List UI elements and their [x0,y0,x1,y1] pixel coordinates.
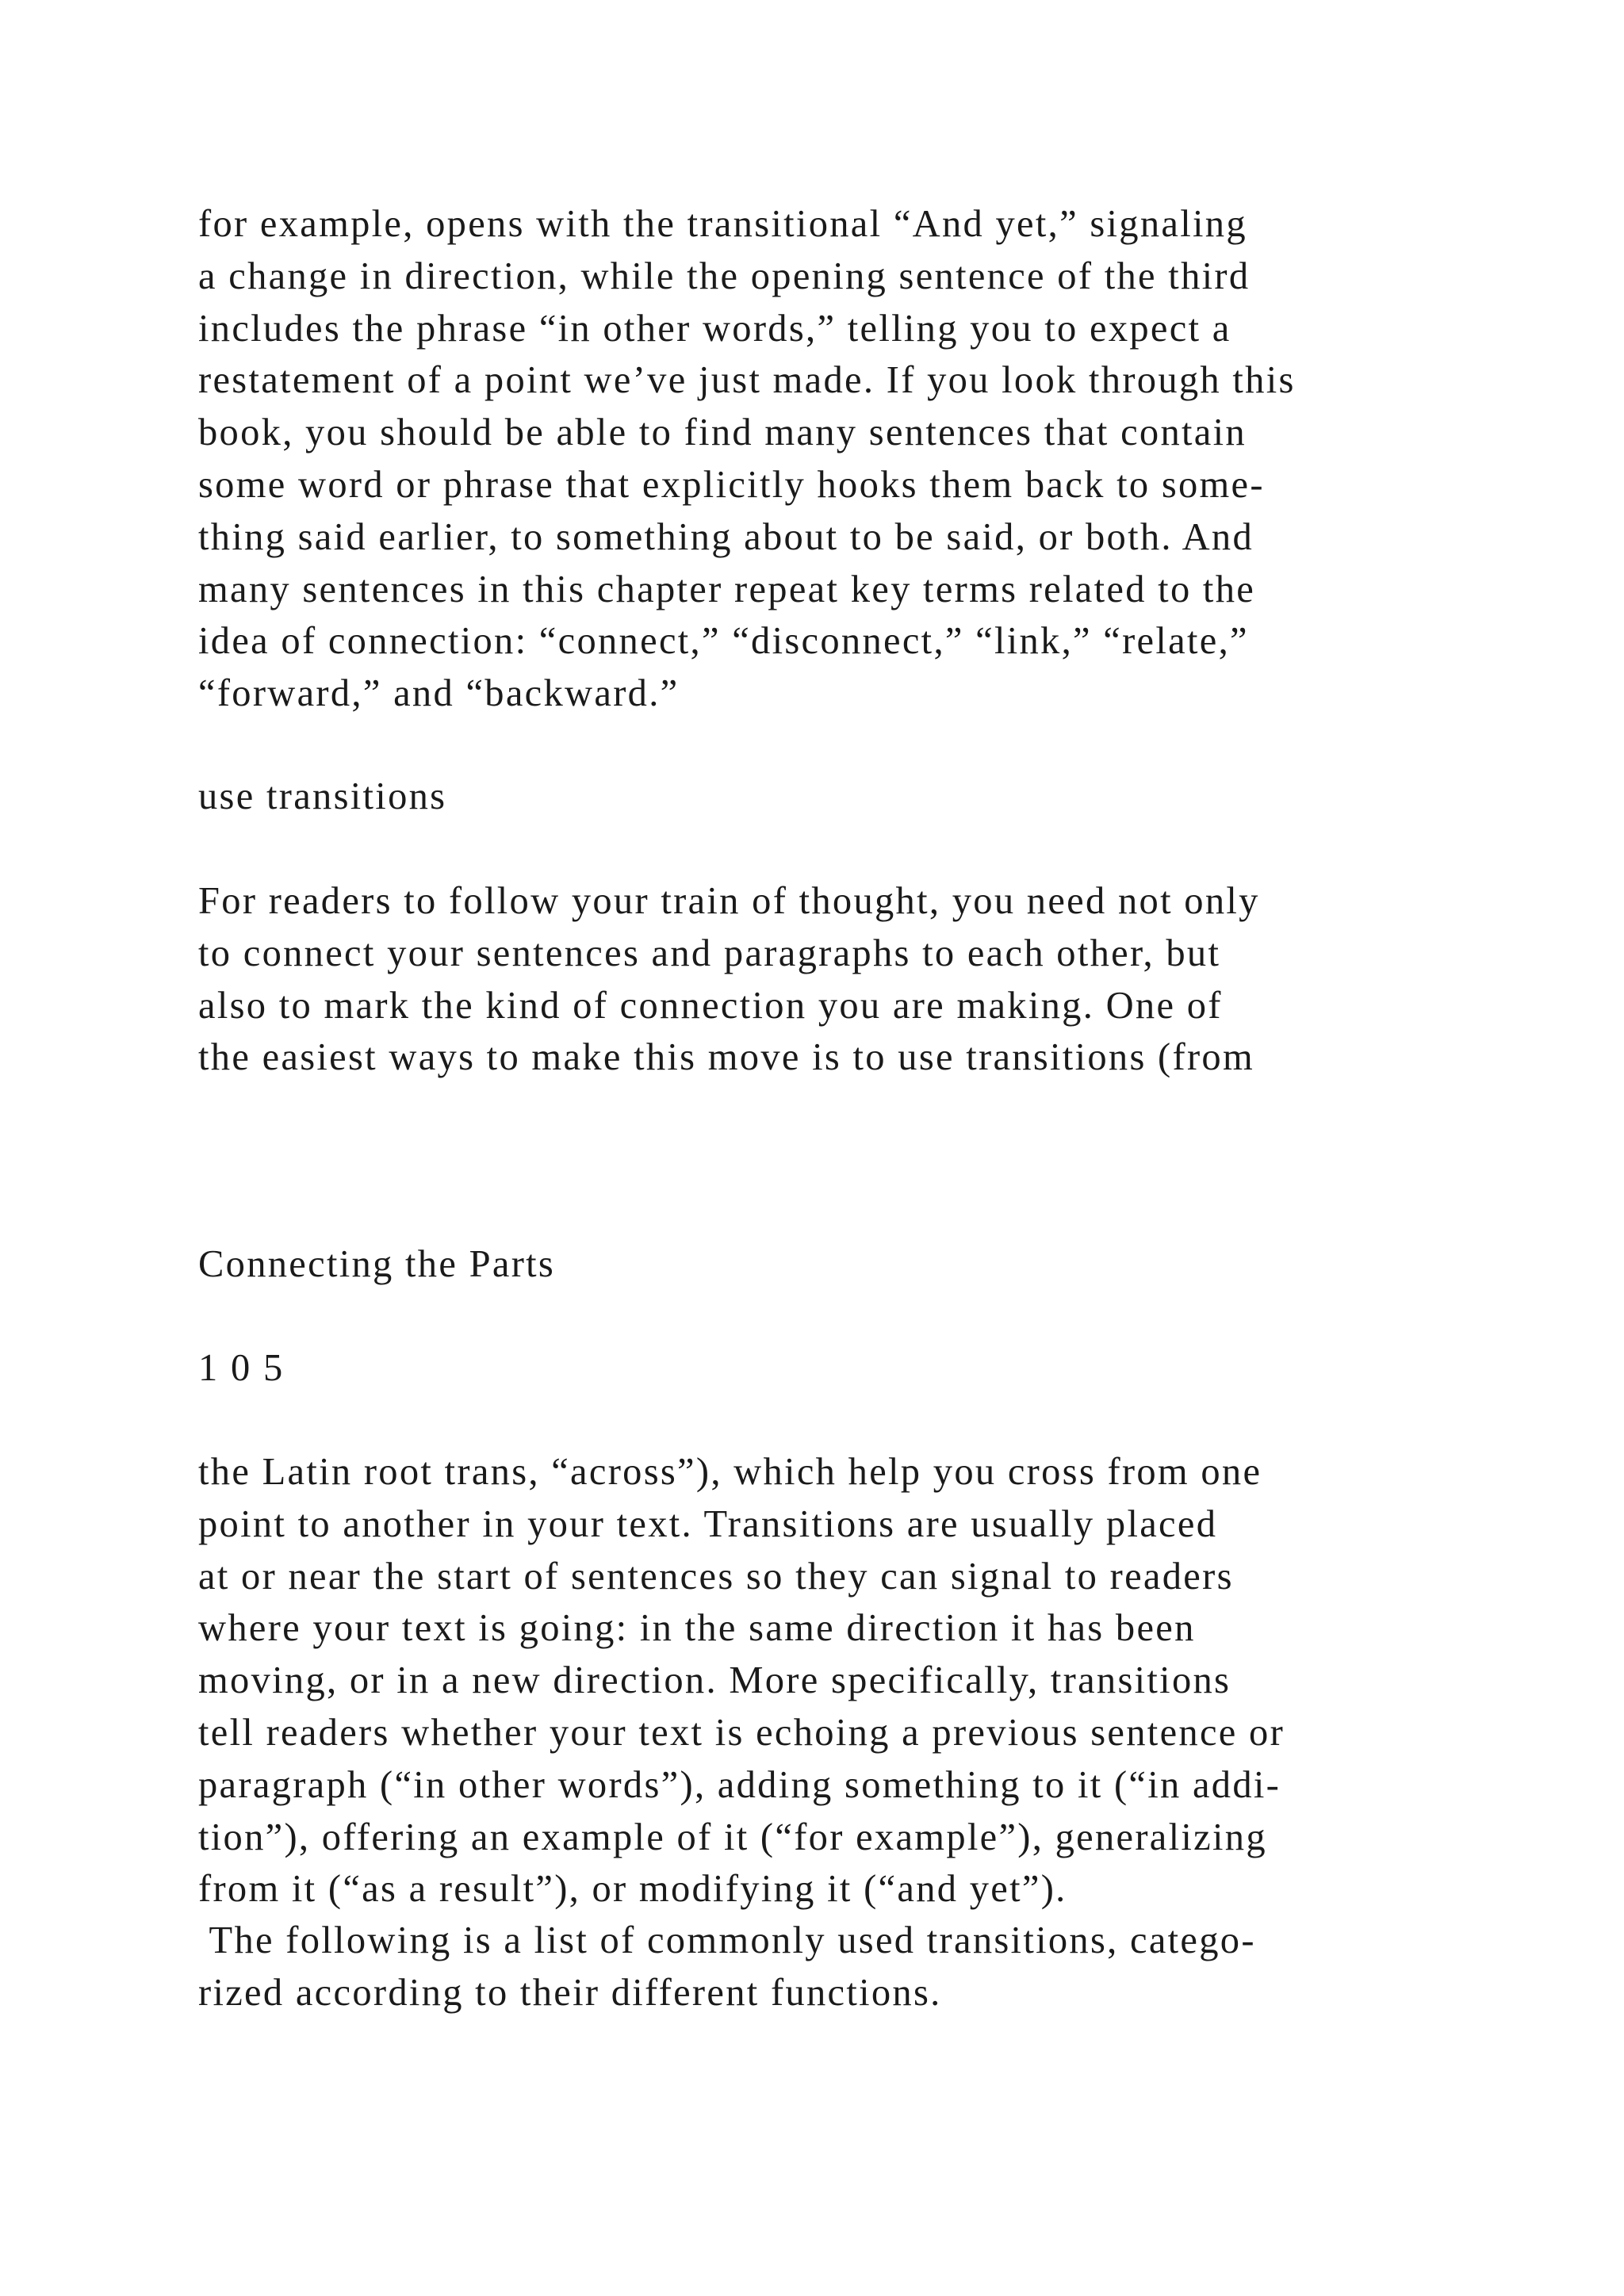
page-number-text: 1 0 5 [198,1347,285,1389]
paragraph-train-of-thought [198,875,1594,1084]
text-line: some word or phrase that explicitly hooks them back to some- [198,463,1265,506]
running-title-text: Connecting the Parts [198,1243,556,1285]
text-line: for example, opens with the transitional “And yet,” signaling [198,203,1247,245]
running-title [198,1238,1594,1291]
page-number [198,1342,1594,1395]
section-heading [198,771,1594,823]
paragraph-connection-examples [198,198,1594,720]
text-line: restatement of a point we’ve just made. If you look through this [198,359,1296,402]
text-line: “forward,” and “backward.” [198,672,680,715]
paragraph-transition-list-intro [198,1915,1594,2019]
text-line: the Latin root trans, “across”), which help you cross from one [198,1451,1262,1493]
text-line: moving, or in a new direction. More specifically, transitions [198,1659,1231,1702]
text-line: point to another in your text. Transitions are usually placed [198,1502,1218,1545]
text-line: tion”), offering an example of it (“for example”), generalizing [198,1816,1267,1858]
text-line: For readers to follow your train of thought, you need not only [198,880,1260,922]
text-line: a change in direction, while the opening sentence of the third [198,254,1251,297]
text-line: idea of connection: “connect,” “disconnect,” “link,” “relate,” [198,620,1249,663]
text-line: thing said earlier, to something about to be said, or both. And [198,515,1254,558]
text-line: many sentences in this chapter repeat key terms related to the [198,568,1256,610]
paragraph-latin-root [198,1446,1594,1915]
text-line: where your text is going: in the same direction it has been [198,1607,1196,1650]
text-line: tell readers whether your text is echoing a previous sentence or [198,1711,1285,1754]
text-line: at or near the start of sentences so they can signal to readers [198,1555,1234,1598]
section-heading-text: use transitions [198,775,447,817]
text-line: rized according to their different functions. [198,1971,942,2014]
text-line: paragraph (“in other words”), adding something to it (“in addi- [198,1763,1281,1806]
text-line: includes the phrase “in other words,” telling you to expect a [198,307,1231,350]
text-line: book, you should be able to find many sentences that contain [198,411,1247,454]
text-line: from it (“as a result”), or modifying it (“and yet”). [198,1868,1067,1911]
text-line: The following is a list of commonly used transitions, catego- [198,1919,1256,1961]
text-line: also to mark the kind of connection you are making. One of [198,984,1223,1027]
text-line: to connect your sentences and paragraphs to each other, but [198,932,1221,974]
text-line: the easiest ways to make this move is to use transitions (from [198,1036,1254,1079]
